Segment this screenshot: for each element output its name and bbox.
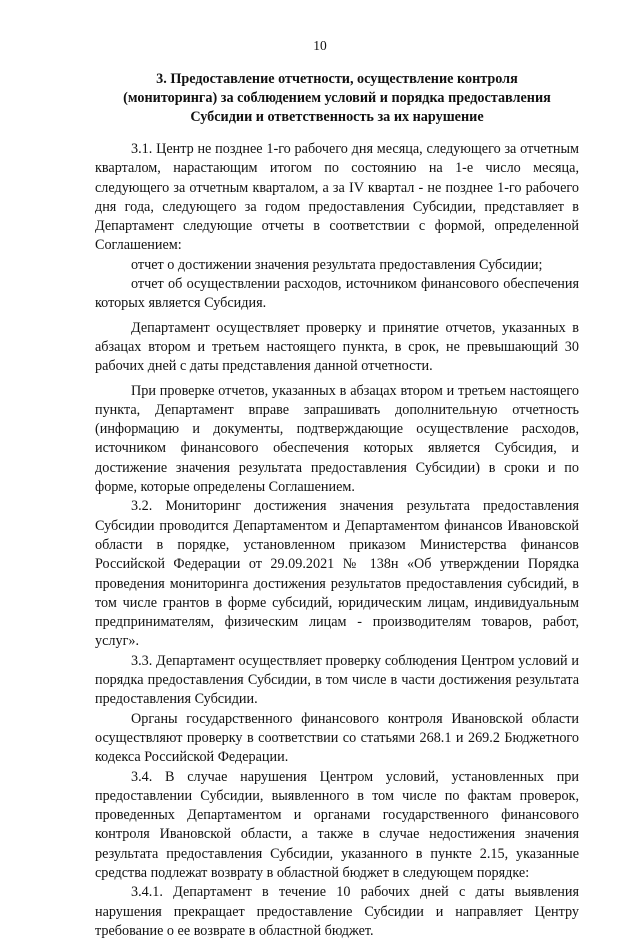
paragraph-3-3: 3.3. Департамент осуществляет проверку соблюдения Центром условий и порядка предоставления Субсидии, в том числе в части достижения результата предоставления Субсидии. bbox=[95, 652, 579, 708]
paragraph-3-2: 3.2. Мониторинг достижения значения результата предоставления Субсидии проводится Департаментом и Департаментом финансов Ивановской области в порядке, установленном приказом Министерства финансов Российской Федерации от 29.09.2021 № 138н «Об утверждении Порядка проведения мониторинга достижения результатов предоставления субсидий, в том числе грантов в форме субсидий, юридическим лицам, индивидуальным предпринимателям, физическим лицам - производителям товаров, работ, услуг». bbox=[95, 498, 579, 650]
paragraph-additional-reporting: При проверке отчетов, указанных в абзацах втором и третьем настоящего пункта, Департамент вправе запрашивать дополнительную отчетность (информацию и документы, подтверждающие осуществление расходов, источником финансового обеспечения которых является Субсидия, и достижение значения результата предоставления Субсидии) в сроки и по форме, которые определены Соглашением. bbox=[95, 382, 579, 496]
section-heading bbox=[95, 70, 579, 127]
paragraph-report-achievement: отчет о достижении значения результата предоставления Субсидии; bbox=[131, 256, 543, 273]
paragraph-report-review: Департамент осуществляет проверку и принятие отчетов, указанных в абзацах втором и третьем настоящего пункта, в срок, не превышающий 30 рабочих дней с даты представления данной отчетности. bbox=[95, 319, 579, 375]
section-heading-line: 3. Предоставление отчетности, осуществление контроля bbox=[156, 71, 518, 87]
section-heading-line: Субсидии и ответственность за их нарушение bbox=[190, 109, 484, 125]
page-number: 10 bbox=[313, 38, 327, 53]
paragraph-report-expenses: отчет об осуществлении расходов, источником финансового обеспечения которых является Субсидия. bbox=[95, 276, 579, 312]
paragraph-3-1: 3.1. Центр не позднее 1-го рабочего дня месяца, следующего за отчетным кварталом, нарастающим итогом по состоянию на 1-е число месяца, следующего за отчетным кварталом, а за IV квартал - не позднее 1-го рабочего дня года, следующего за годом предоставления Субсидии, представляет в Департамент следующие отчеты в соответствии с формой, определенной Соглашением: bbox=[95, 141, 579, 254]
paragraph-3-4: 3.4. В случае нарушения Центром условий, установленных при предоставлении Субсидии, выявленного в том числе по фактам проверок, проведенных Департаментом и органами государственного финансового контроля Ивановской области, а также в случае недостижения значения результата предоставления Субсидии, указанного в пункте 2.15, указанные средства подлежат возврату в областной бюджет в следующем порядке: bbox=[95, 768, 579, 881]
section-heading-line: (мониторинга) за соблюдением условий и порядка предоставления bbox=[123, 90, 551, 106]
paragraph-state-control: Органы государственного финансового контроля Ивановской области осуществляют проверку в соответствии со статьями 268.1 и 269.2 Бюджетного кодекса Российской Федерации. bbox=[95, 710, 579, 766]
paragraph-3-4-1: 3.4.1. Департамент в течение 10 рабочих дней с даты выявления нарушения прекращает предоставление Субсидии и направляет Центру требование о ее возврате в областной бюджет. bbox=[95, 884, 579, 939]
document-body bbox=[95, 140, 579, 941]
